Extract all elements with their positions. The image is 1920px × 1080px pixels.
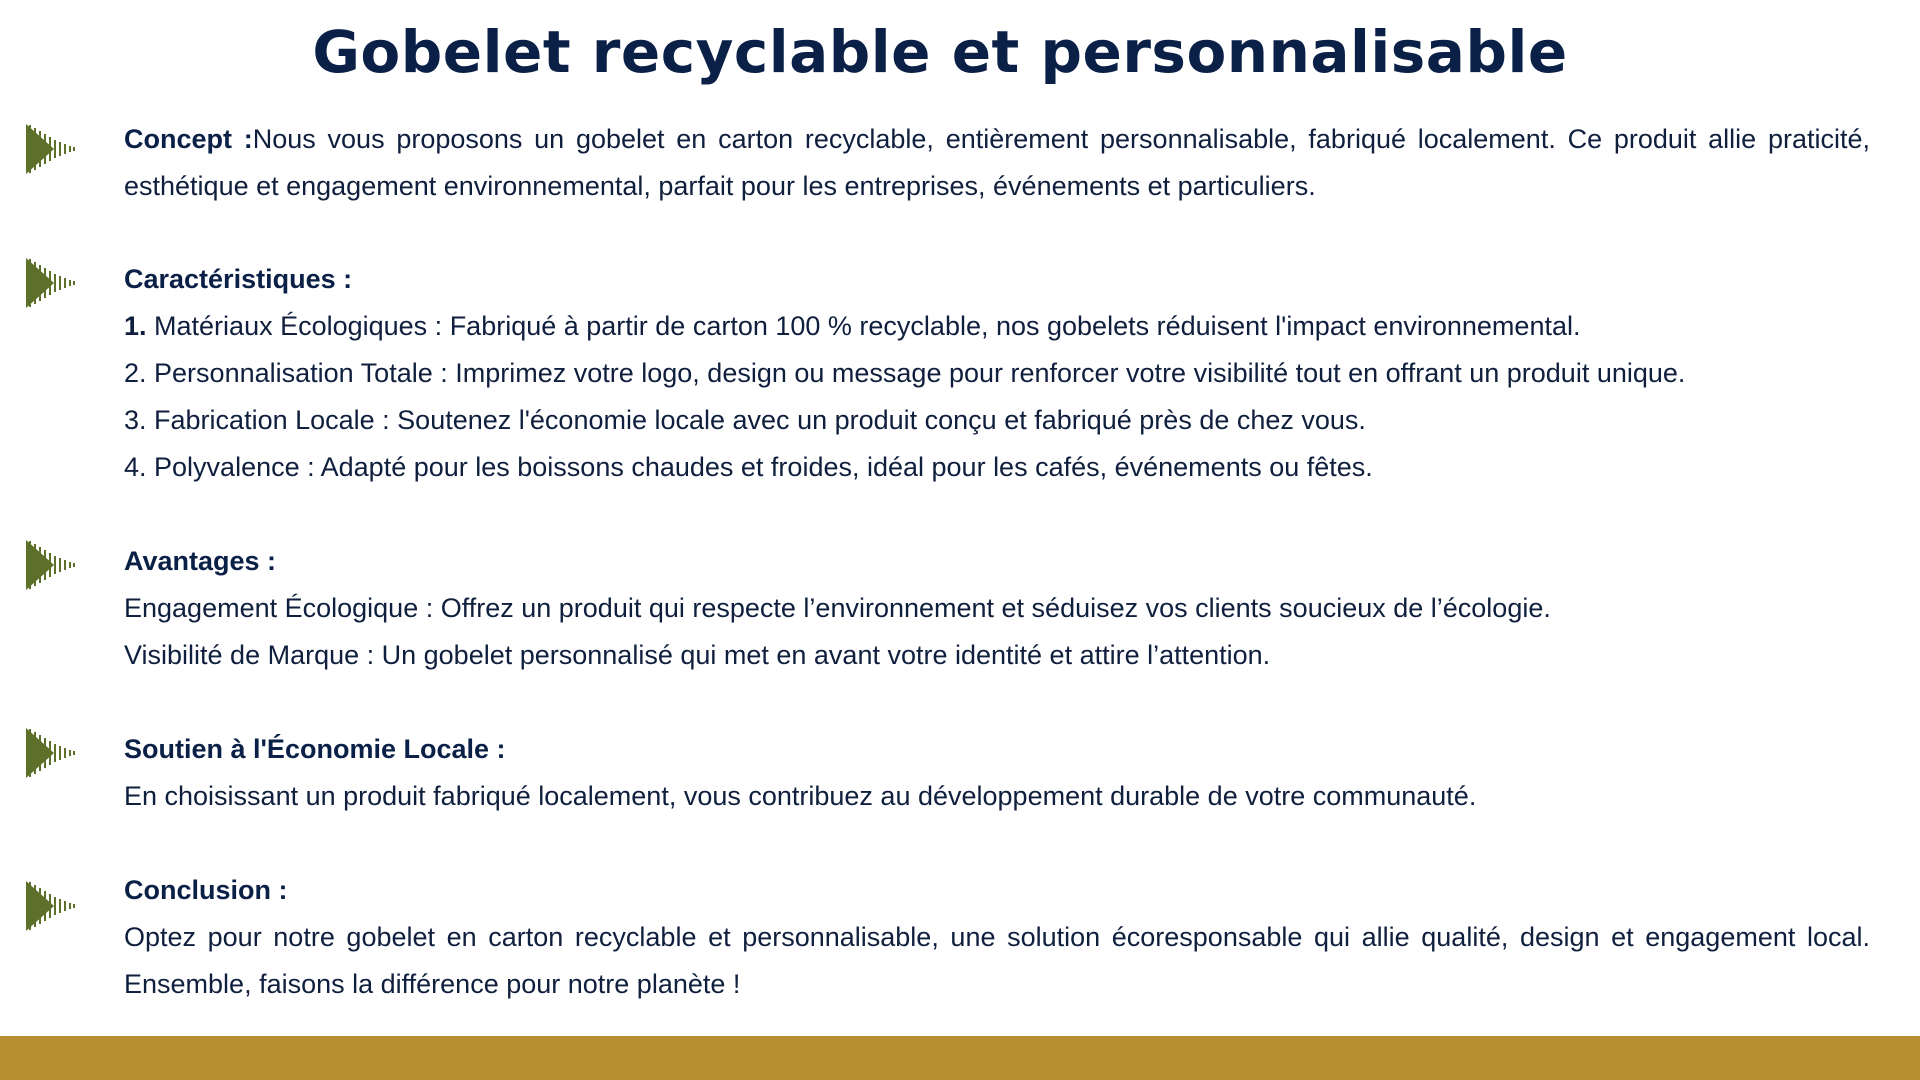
advantages-content xyxy=(124,538,1870,679)
features-content xyxy=(124,256,1870,491)
feature-item xyxy=(124,350,1870,397)
feature-text: Polyvalence : Adapté pour les boissons chaudes et froides, idéal pour les cafés, événements ou fêtes. xyxy=(146,452,1373,482)
concept-paragraph xyxy=(124,116,1870,210)
concept-heading: Concept : xyxy=(124,124,253,154)
feature-number: 1. xyxy=(124,311,147,341)
conclusion-text: Optez pour notre gobelet en carton recyclable et personnalisable, une solution écoresponsable qui allie qualité, design et engagement local. Ensemble, faisons la différence pour notre planète ! xyxy=(124,922,1870,999)
advantages-heading: Avantages : xyxy=(124,546,277,576)
feature-number: 2. xyxy=(124,358,147,388)
arrow-marker-icon xyxy=(24,726,76,780)
feature-text: Fabrication Locale : Soutenez l'économie locale avec un produit conçu et fabriqué près de chez vous. xyxy=(146,405,1366,435)
conclusion-heading: Conclusion : xyxy=(124,875,288,905)
local-economy-text: En choisissant un produit fabriqué localement, vous contribuez au développement durable de votre communauté. xyxy=(124,781,1477,811)
local-economy-heading: Soutien à l'Économie Locale : xyxy=(124,734,506,764)
feature-item xyxy=(124,444,1870,491)
features-heading: Caractéristiques : xyxy=(124,264,353,294)
advantage-line: Visibilité de Marque : Un gobelet personnalisé qui met en avant votre identité et attire l’attention. xyxy=(124,640,1271,670)
feature-item xyxy=(124,397,1870,444)
feature-number: 4. xyxy=(124,452,147,482)
footer-bar xyxy=(0,1036,1920,1080)
feature-text: Personnalisation Totale : Imprimez votre logo, design ou message pour renforcer votre visibilité tout en offrant un produit unique. xyxy=(146,358,1686,388)
concept-text: Nous vous proposons un gobelet en carton recyclable, entièrement personnalisable, fabriqué localement. Ce produit allie praticité, esthétique et engagement environnemental, parfait pour les entreprises, événements et particuliers. xyxy=(124,124,1870,201)
arrow-marker-icon xyxy=(24,879,76,933)
arrow-marker-icon xyxy=(24,122,76,176)
feature-item xyxy=(124,303,1870,350)
advantage-line: Engagement Écologique : Offrez un produit qui respecte l’environnement et séduisez vos clients soucieux de l’écologie. xyxy=(124,593,1551,623)
arrow-marker-icon xyxy=(24,256,76,310)
conclusion-content xyxy=(124,867,1870,1008)
feature-text: Matériaux Écologiques : Fabriqué à partir de carton 100 % recyclable, nos gobelets réduisent l'impact environnemental. xyxy=(146,311,1581,341)
arrow-marker-icon xyxy=(24,538,76,592)
page-title: Gobelet recyclable et personnalisable xyxy=(312,18,1568,86)
local-economy-content xyxy=(124,726,1870,820)
feature-number: 3. xyxy=(124,405,147,435)
